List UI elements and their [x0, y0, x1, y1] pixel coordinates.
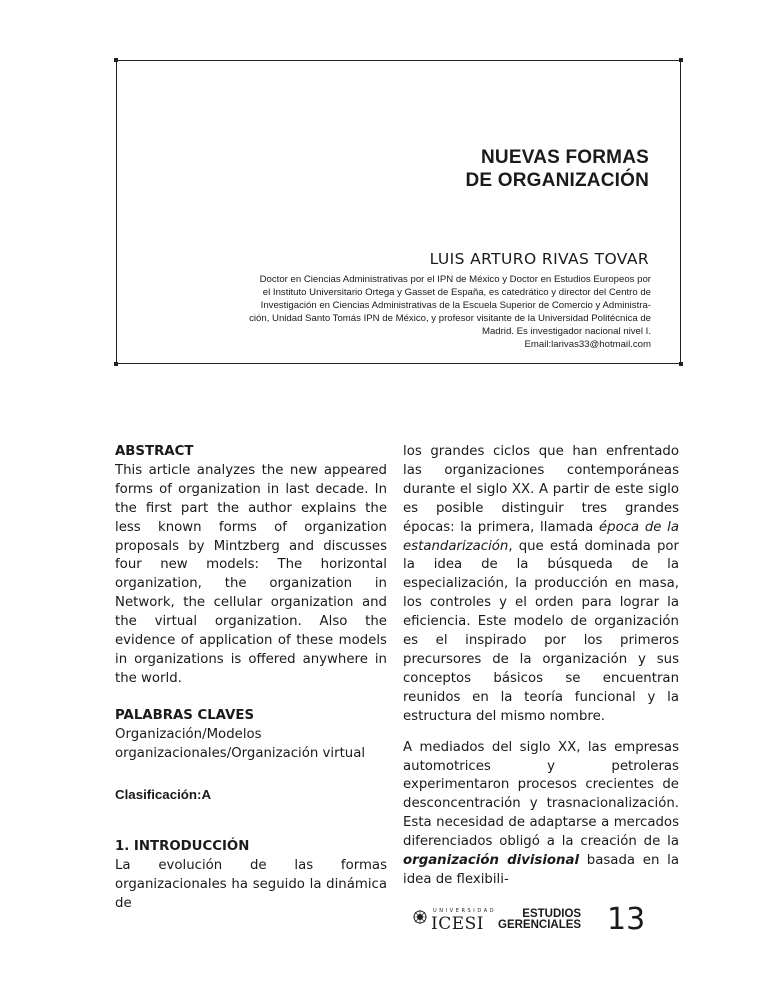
abstract-heading: ABSTRACT — [115, 444, 194, 459]
frame-corner-bl — [114, 362, 118, 366]
classification: Clasificación:A — [115, 786, 212, 802]
paragraph-1-part-a: los grandes ciclos que han enfrentado las organizaciones contemporáneas durante el siglo XX. A partir de este siglo es posible distinguir tres grandes épocas: la primera, llamada — [403, 444, 679, 535]
title-line-1: NUEVAS FORMAS — [481, 147, 649, 168]
paragraph-1-part-b: , que está dominada por la idea de la búsqueda de la especialización, la producción en masa, los controles y el orden para lograr la eficiencia. Este modelo de organización es el inspirado por los primeros precursores de la organización y sus conceptos básicos se encuentran reunidos en la teoría funcional y la estructura del mismo nombre. — [403, 538, 679, 724]
journal-name — [498, 909, 581, 931]
article-title — [466, 146, 650, 192]
bio-line: el Instituto Universitario Ortega y Gasset de España, es catedrático y director del Centro de — [262, 287, 651, 299]
title-line-2: DE ORGANIZACIÓN — [465, 170, 649, 191]
logo-icesi: ICESI — [431, 914, 484, 934]
emphasis-term: época de la estandarización — [403, 519, 679, 554]
bio-line: Investigación en Ciencias Administrativas de la Escuela Superior de Comercio y Administra- — [260, 300, 651, 312]
journal-line-1: ESTUDIOS — [522, 908, 582, 920]
intro-text: La evolución de las formas organizacionales ha seguido la dinámica de — [115, 858, 387, 912]
left-column — [115, 443, 387, 914]
bold-italic-term: organización divisional — [403, 853, 580, 869]
bio-line: Madrid. Es investigador nacional nivel I. — [481, 326, 651, 338]
paragraph-1 — [403, 443, 679, 727]
logo-university-text: UNIVERSIDAD — [433, 908, 497, 914]
frame-corner-tl — [114, 58, 118, 62]
frame-corner-tr — [679, 58, 683, 62]
keywords-heading: PALABRAS CLAVES — [115, 707, 255, 723]
right-column — [403, 443, 679, 890]
page-footer — [413, 904, 663, 938]
author-bio — [201, 273, 651, 352]
page-number: 13 — [607, 902, 646, 937]
bio-line: ción, Unidad Santo Tomás IPN de México, y profesor visitante de la Universidad Politécnica de — [249, 313, 651, 325]
bio-line: Doctor en Ciencias Administrativas por el IPN de México y Doctor en Estudios Europeos por — [259, 274, 651, 285]
paragraph-2-part-a: A mediados del siglo XX, las empresas automotrices y petroleras experimentaron procesos crecientes de desconcentración y trasnacionalización. Esta necesidad de adaptarse a mercados diferenciados obligó a la creación de la — [403, 739, 679, 850]
abstract-text: This article analyzes the new appeared forms of organization in last decade. In the first part the author explains the less known forms of organization proposals by Mintzberg and discusses four new models: The horizontal organization, the organization in Network, the cellular organization and the virtual organization. Also the evidence of application of these models in organizations is offered anywhere in the world. — [115, 462, 387, 686]
keywords-text: Organización/Modelos organizacionales/Organización virtual — [115, 726, 366, 761]
frame-corner-br — [679, 362, 683, 366]
journal-line-2: GERENCIALES — [498, 919, 582, 931]
paragraph-2-part-b: basada en la idea de flexibili- — [403, 853, 679, 887]
icesi-seal-icon — [413, 910, 427, 924]
author-email: Email:larivas33@hotmail.com — [524, 339, 651, 351]
author-name: LUIS ARTURO RIVAS TOVAR — [429, 250, 649, 268]
intro-heading: 1. INTRODUCCIÓN — [115, 839, 250, 855]
paragraph-2 — [403, 739, 679, 890]
